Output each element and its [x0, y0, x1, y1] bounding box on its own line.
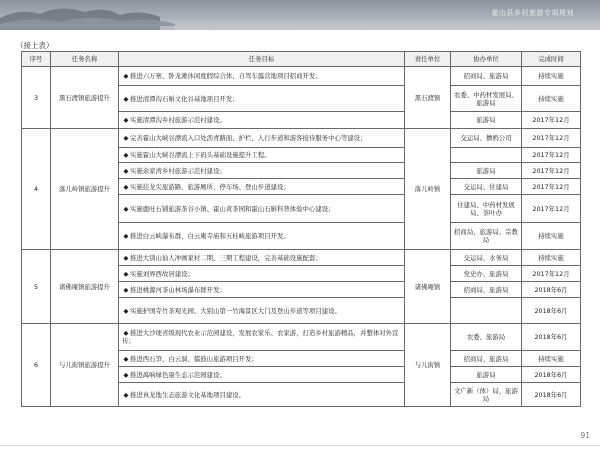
diamond-bullet-icon: ◆ [123, 182, 129, 191]
task-cell: ◆ 实施刘界西故居建设； [119, 266, 405, 282]
diamond-bullet-icon: ◆ [123, 232, 129, 240]
task-cell: ◆ 实施霍山大峡谷漂流上下码头基础设施提升工程。 [119, 148, 405, 163]
completion-time: 2018年6月 [522, 383, 581, 407]
completion-time: 2018年6月 [522, 324, 581, 351]
assist-unit: 旅游局 [451, 112, 522, 129]
table-row [22, 324, 581, 351]
task-cell: ◆ 推进西石笋、白云洞、擂鼓山旅游项目开发； [119, 351, 405, 367]
assist-unit: 文广新（体）局、旅游局 [451, 383, 522, 407]
completion-time: 2018年6月 [522, 367, 581, 383]
group-name: 黑石渡镇旅游提升 [51, 67, 119, 129]
task-cell: ◆ 实施鹿吐石铺旅游茶谷小镇、霍山黄茶园和霍山石斛科普体验中心建设； [119, 195, 405, 223]
responsible-unit: 黑石渡镇 [405, 67, 451, 129]
page-number: 91 [580, 431, 590, 440]
completion-time: 2018年6月 [522, 282, 581, 298]
group-name: 落儿岭镇旅游提升 [51, 129, 119, 250]
diamond-bullet-icon: ◆ [123, 166, 129, 175]
task-cell: ◆ 推进清潭沟石斛文化谷基地项目开发； [119, 86, 405, 112]
task-cell: ◆ 实施清潭沟乡村旅游示范村建设。 [119, 112, 405, 129]
diamond-bullet-icon: ◆ [123, 390, 129, 399]
completion-time: 2017年12月 [522, 163, 581, 179]
task-cell: ◆ 推进真龙地生态旅游文化基地项目建设。 [119, 383, 405, 407]
completion-time: 持续实施 [522, 67, 581, 86]
col-header-task-goal: 任务目标 [119, 52, 405, 67]
assist-unit: 招商局、旅游局 [451, 67, 522, 86]
diamond-bullet-icon: ◆ [123, 370, 129, 379]
diamond-bullet-icon: ◆ [123, 329, 129, 337]
diamond-bullet-icon: ◆ [123, 285, 129, 294]
responsible-unit: 落儿岭镇 [405, 129, 451, 250]
task-cell: ◆ 实施护国寺竹茶观光园、大别山第一竹海景区大门及登山步道等项目建设。 [119, 298, 405, 324]
group-number: 4 [22, 129, 51, 250]
assist-unit: 交运局、住建局 [451, 179, 522, 195]
task-cell: ◆ 实施挂龙尖旅游路、旅游厕所、停车场、登山步道建设； [119, 179, 405, 195]
col-header-responsible: 责任单位 [405, 52, 451, 67]
continuation-label: （接上表） [16, 41, 54, 50]
assist-unit [451, 298, 522, 324]
table-header-row [22, 52, 581, 67]
task-cell: ◆ 推进白云峡瀑布群、白云庵寺庙和五桂峡旅游项目开发。 [119, 223, 405, 250]
col-header-no: 序号 [22, 52, 51, 67]
assist-unit: 农委、旅游局 [451, 324, 522, 351]
diamond-bullet-icon: ◆ [123, 116, 129, 124]
completion-time: 2017年12月 [522, 148, 581, 163]
assist-unit: 农委、中药材发展局、旅游局 [451, 86, 522, 112]
assist-unit: 旅游局 [451, 163, 522, 179]
group-number: 6 [22, 324, 51, 407]
task-cell: ◆ 推进大别山仙人冲画家村二期、三期工程建设，完善基础设施配套； [119, 250, 405, 266]
group-name: 与儿街镇旅游提升 [51, 324, 119, 407]
table-row [22, 129, 581, 148]
assist-unit: 招商局、旅游局、宗教局 [451, 223, 522, 250]
col-header-assist: 协办单位 [451, 52, 522, 67]
document-title: 霍山县乡村旅游专项规划 [491, 9, 574, 17]
task-cell: ◆ 完善霍山大峡谷漂流入口处沥青路面、护栏、人行步道和游客接待服务中心等建设； [119, 129, 405, 148]
assist-unit: 招商局、旅游局 [451, 282, 522, 298]
assist-unit: 党史办、旅游局 [451, 266, 522, 282]
task-cell: ◆ 实施余家湾乡村旅游示范村建设； [119, 163, 405, 179]
col-header-task-name: 任务名称 [51, 52, 119, 67]
task-table [21, 51, 581, 407]
diamond-bullet-icon: ◆ [123, 151, 129, 159]
completion-time: 持续实施 [522, 223, 581, 250]
assist-unit [451, 148, 522, 163]
footer-divider [0, 445, 600, 446]
completion-time: 2017年12月 [522, 266, 581, 282]
responsible-unit: 诸佛庵镇 [405, 250, 451, 324]
group-number: 3 [22, 67, 51, 129]
diamond-bullet-icon: ◆ [123, 269, 129, 278]
completion-time: 2017年12月 [522, 195, 581, 223]
assist-unit: 旅游局 [451, 367, 522, 383]
assist-unit: 交运局、撸鸥公司 [451, 129, 522, 148]
diamond-bullet-icon: ◆ [123, 253, 129, 262]
diamond-bullet-icon: ◆ [123, 204, 129, 213]
completion-time: 持续实施 [522, 351, 581, 367]
assist-unit: 交运局、水务局 [451, 250, 522, 266]
completion-time: 2017年12月 [522, 179, 581, 195]
diamond-bullet-icon: ◆ [123, 134, 129, 142]
assist-unit: 住建局、中药材发展局、茶叶办 [451, 195, 522, 223]
task-cell: ◆ 推进六万寨、卧龙滩休闲度假综合体、自驾车露营地项目招商开发； [119, 67, 405, 86]
responsible-unit: 与儿街镇 [405, 324, 451, 407]
diamond-bullet-icon: ◆ [123, 94, 129, 103]
table-row [22, 250, 581, 266]
task-cell: ◆ 推进大沙埂省级现代农业示范园建设，发展农家乐、农家游，打造乡村旅游精品，并整体对外宣传； [119, 324, 405, 351]
diamond-bullet-icon: ◆ [123, 72, 129, 80]
diamond-bullet-icon: ◆ [123, 306, 129, 315]
completion-time: 2018年6月 [522, 298, 581, 324]
task-cell: ◆ 推进禹响绿色康生态示范园建设； [119, 367, 405, 383]
completion-time: 持续实施 [522, 86, 581, 112]
completion-time: 持续实施 [522, 250, 581, 266]
completion-time: 2017年12月 [522, 129, 581, 148]
assist-unit: 招商局、旅游局 [451, 351, 522, 367]
task-cell: ◆ 推进桃源河茶山林场瀑布群开发； [119, 282, 405, 298]
table-row [22, 67, 581, 86]
page-header [0, 0, 600, 30]
completion-time: 2017年12月 [522, 112, 581, 129]
group-name: 诸佛庵镇旅游提升 [51, 250, 119, 324]
col-header-time: 完成时间 [522, 52, 581, 67]
diamond-bullet-icon: ◆ [123, 354, 129, 363]
group-number: 5 [22, 250, 51, 324]
